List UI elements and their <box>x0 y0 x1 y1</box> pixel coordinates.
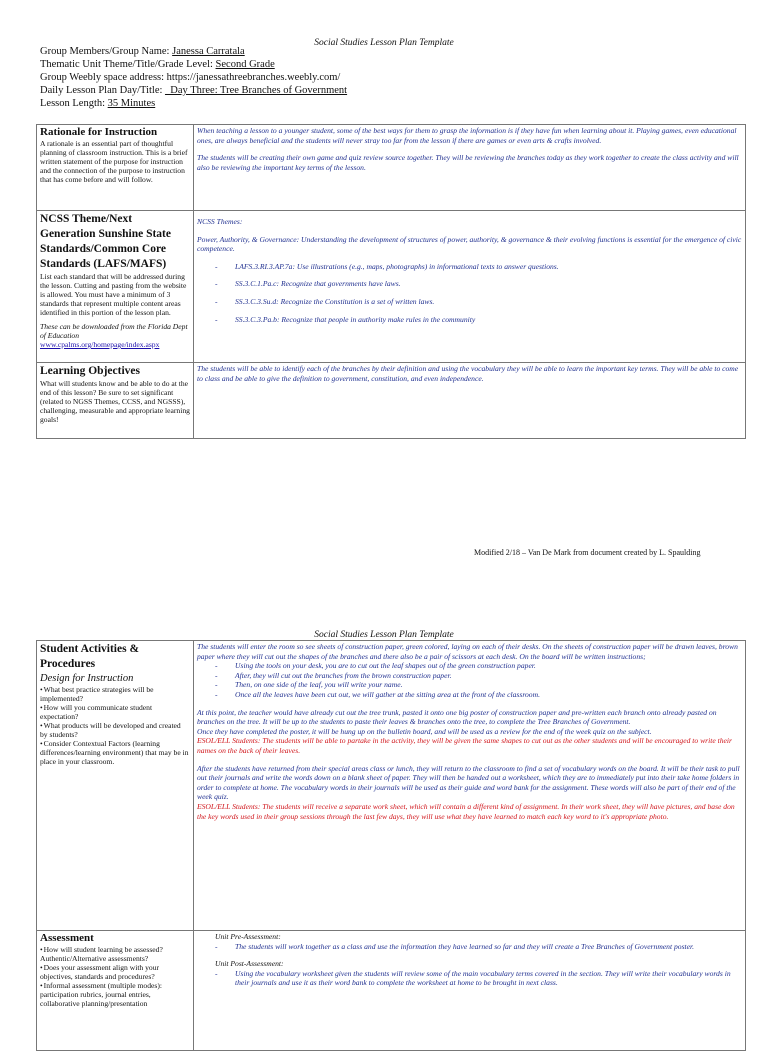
activities-paragraph: At this point, the teacher would have already cut out the tree trunk, pasted it onto one big poster of construction paper and pre-written each branch onto already pasted on branches on the tree. It will be up to the students to paste their leaves & branches onto the tree, to complete the Tree Branches of Government. <box>197 707 717 727</box>
list-item: • How will student learning be assessed? Authentic/Alternative assessments? <box>40 945 190 963</box>
instruction-step: - Using the tools on your desk, you are to cut out the leaf shapes out of the green construction paper. <box>197 661 742 671</box>
design-for-instruction: Design for Instruction <box>40 673 134 684</box>
assessment-label-cell <box>37 931 194 1051</box>
page-title: Social Studies Lesson Plan Template <box>314 630 454 640</box>
lesson-plan-table-1 <box>36 124 746 439</box>
post-assessment-text: - Using the vocabulary worksheet given the students will review some of the main vocabulary terms covered in the section. They will write their vocabulary words in their journals and use it as their word bank to complete the worksheet at home to be brought in next class. <box>197 969 742 988</box>
objectives-description: What will students know and be able to do at the end of this lesson? Be sure to set significant (related to NGSS Themes, CCSS, and NGSSS), challenging, measurable and appropriate learning goals! <box>40 379 190 424</box>
list-item: • How will you communicate student expectation? <box>40 703 190 721</box>
rationale-description: A rationale is an essential part of thoughtful planning of classroom instruction. This is a brief written statement of the purpose for instruction and the connection of the purpose to instruction that has come before and will follow. <box>40 139 188 184</box>
standard-item: - SS.3.C.3.Su.d: Recognize the Constitution is a set of written laws. <box>197 297 742 307</box>
assessment-guide-list <box>40 945 190 1008</box>
standard-item: - SS.3.C.3.Pa.b: Recognize that people in authority make rules in the community <box>197 315 742 325</box>
rationale-content-cell <box>194 125 746 211</box>
assessment-content-cell <box>194 931 746 1051</box>
instruction-step: - Then, on one side of the leaf, you will write your name. <box>197 680 742 690</box>
ncss-description: List each standard that will be addressed during the lesson. Cutting and pasting from the website is allowed. You must have a minimum of 3 standards that represent multiple content areas identified in this portion of the lesson plan. <box>40 272 187 317</box>
group-members-line: Group Members/Group Name: Janessa Carratala <box>40 46 245 57</box>
ncss-themes-label: NCSS Themes: <box>197 217 243 226</box>
objectives-label-cell <box>37 363 194 439</box>
ncss-content-cell <box>194 211 746 363</box>
activities-heading: Student Activities & Procedures <box>40 643 140 670</box>
post-assessment-label: Unit Post-Assessment: <box>215 959 284 969</box>
ncss-theme-text: Power, Authority, & Governance: Understanding the development of structures of power, authority, & governance & their evolving functions is essential for the emergence of civic competence. <box>197 234 742 254</box>
weebly-link[interactable]: https://janessathreebranches.weebly.com/ <box>166 72 341 83</box>
activities-paragraph: The students will enter the room so see sheets of construction paper, green colored, laying on each of their desks. On the sheets of construction paper will be drawn leaves, brown paper where they will cut out the shapes of the branches and there also be a pair of scissors at each desk. On the board will be written instructions; <box>197 642 738 661</box>
standard-item: - LAFS.3.RI.3.AP.7a: Use illustrations (e.g., maps, photographs) in informational texts to answer questions. <box>197 262 742 272</box>
instruction-step: - After, they will cut out the branches from the brown construction paper. <box>197 671 742 681</box>
daily-title-value: _Day Three: Tree Branches of Government <box>165 85 348 96</box>
page-title: Social Studies Lesson Plan Template <box>314 38 454 48</box>
cpalms-link[interactable]: www.cpalms.org/homepage/index.aspx <box>40 340 160 349</box>
list-item: • What products will be developed and created by students? <box>40 721 190 739</box>
daily-title-line: Daily Lesson Plan Day/Title: _Day Three: Tree Branches of Government <box>40 85 348 96</box>
list-item: • Consider Contextual Factors (learning differences/learning environment) that may be in place in your classroom. <box>40 739 190 766</box>
activities-content-cell <box>194 641 746 931</box>
objectives-heading: Learning Objectives <box>40 365 140 377</box>
list-item: • Does your assessment align with your objectives, standards and procedures? <box>40 963 190 981</box>
esol-note: ESOL/ELL Students: The students will receive a separate work sheet, which will contain a different kind of assignment. In their work sheet, they will have pictures, and base don the key words used in their group sessions through the last few days, they will use what they have learned to match each key word to it's appropriate photo. <box>197 801 735 821</box>
activities-paragraph: After the students have returned from their special areas class or lunch, they will return to the classroom to find a set of vocabulary words on the board. It will be their task to pull out their journals and write the words down on a blank sheet of paper. They will then be handed out a worksheet, which they are to immediately put into their take home folders in order to complete at home. The vocabulary words in their journals will be used as their guide and word bank for the assignment. These words will also be part of their end of the week quiz. <box>197 763 740 802</box>
activities-label-cell <box>37 641 194 931</box>
weebly-line: Group Weebly space address: https://janessathreebranches.weebly.com/ <box>40 72 341 83</box>
group-members-value: Janessa Carratala <box>172 46 245 57</box>
rationale-text-2: The students will be creating their own game and quiz review source together. They will be reviewing the branches today as they work together to create the class activity and will also be reviewing the important key terms of the lesson. <box>197 153 739 172</box>
activities-guide-list <box>40 685 190 766</box>
download-note: These can be downloaded from the Florida Dept of Education <box>40 322 188 340</box>
activities-paragraph: Once they have completed the poster, it will be hung up on the bulletin board, and will be used as a review for the end of the week quiz on the subject. <box>197 726 652 736</box>
objectives-text: The students will be able to identify each of the branches by their definition and using the vocabulary they will be able to learn the important key terms. They will be able to come to class and be able to give the definition to government, constitution, and even independence. <box>197 364 739 383</box>
assessment-heading: Assessment <box>40 932 94 944</box>
lesson-plan-table-2 <box>36 640 746 1051</box>
page-footer: Modified 2/18 – Van De Mark from document created by L. Spaulding <box>474 548 701 557</box>
pre-assessment-text: - The students will work together as a class and use the information they have learned so far and they will create a Tree Branches of Government poster. <box>197 942 742 952</box>
ncss-label-cell <box>37 211 194 363</box>
esol-note: ESOL/ELL Students: The students will be able to partake in the activity, they will be given the same shapes to cut out as the other students and will be encouraged to write their names on the back of their leaves. <box>197 736 732 755</box>
rationale-text-1: When teaching a lesson to a younger student, some of the best ways for them to grasp the information is if they have fun when learning about it. Playing games, even educational ones, are always beneficial and the students will never stray too far from the lesson if there are games or even arts & crafts involved. <box>197 126 737 145</box>
thematic-unit-line: Thematic Unit Theme/Title/Grade Level: Second Grade <box>40 59 275 70</box>
list-item: • Informal assessment (multiple modes): participation rubrics, journal entries, collaborative planning/presentation <box>40 981 190 1008</box>
objectives-content-cell <box>194 363 746 439</box>
lesson-header <box>40 45 347 110</box>
instruction-step: - Once all the leaves have been cut out, we will gather at the sitting area at the front of the classroom. <box>197 690 742 700</box>
rationale-label-cell <box>37 125 194 211</box>
list-item: • What best practice strategies will be implemented? <box>40 685 190 703</box>
standard-item: - SS.3.C.1.Pa.c: Recognize that governments have laws. <box>197 279 742 289</box>
rationale-heading: Rationale for Instruction <box>40 126 158 138</box>
ncss-heading: NCSS Theme/Next Generation Sunshine State Standards/Common Core Standards (LAFS/MAFS) <box>40 213 171 270</box>
lesson-length-line: Lesson Length: 35 Minutes <box>40 98 156 109</box>
pre-assessment-label: Unit Pre-Assessment: <box>215 932 281 941</box>
lesson-length-value: 35 Minutes <box>107 98 156 109</box>
grade-level-value: Second Grade <box>215 59 275 70</box>
